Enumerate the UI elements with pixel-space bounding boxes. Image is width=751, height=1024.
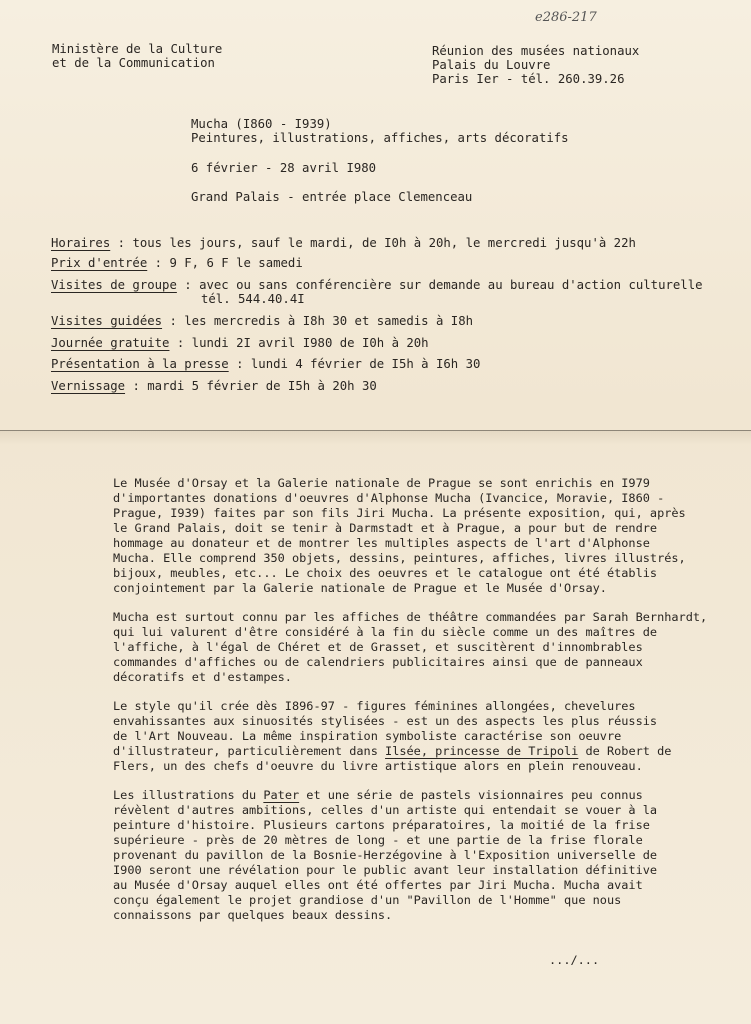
header-left-line-1: Ministère de la Culture — [52, 42, 223, 56]
p3-line-4 — [113, 744, 671, 759]
p4-line-1 — [113, 788, 643, 803]
p1-line-8: conjointement par la Galerie nationale de Prague et le Musée d'Orsay. — [113, 581, 607, 595]
p2-line-2: qui lui valurent d'être considéré à la fin du siècle comme un des maîtres de — [113, 625, 658, 639]
header-right-line-2: Palais du Louvre — [432, 58, 551, 72]
visites-groupe-value: : avec ou sans conférencière sur demande au bureau d'action culturelle — [176, 278, 703, 292]
p3-line-4-end: de Robert de — [578, 744, 672, 758]
p4-line-6: I900 seront une révélation pour le public avant leur installation définitive — [113, 863, 658, 877]
presse-label: Présentation à la presse — [51, 357, 229, 371]
p1-line-3: Prague, I939) faites par son fils Jiri Mucha. La présente exposition, qui, après — [113, 506, 686, 520]
exhibition-subtitle: Peintures, illustrations, affiches, arts décoratifs — [191, 131, 569, 145]
p4-line-3: peinture d'histoire. Plusieurs cartons préparatoires, la moitié de la frise — [113, 818, 650, 832]
p3-line-3: de l'Art Nouveau. La même inspiration symboliste caractérise son oeuvre — [113, 729, 622, 743]
p2-line-5: décoratifs et d'estampes. — [113, 670, 292, 684]
p1-line-7: bijoux, meubles, etc... Le choix des oeuvres et le catalogue ont été établis — [113, 566, 658, 580]
vernissage-label: Vernissage — [51, 379, 126, 393]
p3-line-4-start: d'illustrateur, particulièrement dans — [113, 744, 386, 758]
info-vernissage — [51, 378, 377, 394]
book-title-pater: Pater — [263, 788, 300, 802]
p1-line-6: Mucha. Elle comprend 350 objets, dessins, peintures, affiches, livres illustrés, — [113, 551, 686, 565]
visites-guidees-label: Visites guidées — [51, 314, 163, 328]
info-visites-guidees — [51, 313, 473, 329]
header-right-line-1: Réunion des musées nationaux — [432, 44, 640, 58]
exhibition-title: Mucha (I860 - I939) — [191, 117, 332, 131]
info-presse — [51, 356, 480, 372]
p4-line-1-end: et une série de pastels visionnaires peu connus — [299, 788, 643, 802]
p2-line-4: commandes d'affiches ou de calendriers publicitaires ainsi que de panneaux — [113, 655, 643, 669]
p2-line-1: Mucha est surtout connu par les affiches de théâtre commandées par Sarah Bernhardt, — [113, 610, 708, 624]
handwritten-reference: e286-217 — [535, 10, 597, 25]
continuation-mark: .../... — [549, 953, 600, 967]
info-prix — [51, 255, 303, 271]
p4-line-1-start: Les illustrations du — [113, 788, 264, 802]
prix-value: : 9 F, 6 F le samedi — [147, 256, 303, 270]
p3-line-1: Le style qu'il crée dès I896-97 - figures féminines allongées, chevelures — [113, 699, 636, 713]
journee-value: : lundi 2I avril I980 de I0h à 20h — [169, 336, 429, 350]
p4-line-5: provenant du pavillon de la Bosnie-Herzégovine à l'Exposition universelle de — [113, 848, 658, 862]
p4-line-9: connaissons par quelques beaux dessins. — [113, 908, 393, 922]
exhibition-location: Grand Palais - entrée place Clemenceau — [191, 190, 473, 204]
p4-line-7: au Musée d'Orsay auquel elles ont été offertes par Jiri Mucha. Mucha avait — [113, 878, 643, 892]
prix-label: Prix d'entrée — [51, 256, 148, 270]
info-visites-groupe — [51, 277, 703, 293]
horaires-value: : tous les jours, sauf le mardi, de I0h à 20h, le mercredi jusqu'à 22h — [110, 236, 636, 250]
p1-line-5: hommage au donateur et de montrer les multiples aspects de l'art d'Alphonse — [113, 536, 650, 550]
journee-label: Journée gratuite — [51, 336, 170, 350]
header-right-line-3: Paris Ier - tél. 260.39.26 — [432, 72, 625, 86]
info-horaires — [51, 235, 636, 251]
paper-fold-shadow — [0, 431, 751, 445]
p1-line-1: Le Musée d'Orsay et la Galerie nationale de Prague se sont enrichis en I979 — [113, 476, 650, 490]
p4-line-4: supérieure - près de 20 mètres de long - et une partie de la frise florale — [113, 833, 643, 847]
p1-line-4: le Grand Palais, doit se tenir à Darmstadt et à Prague, a pour but de rendre — [113, 521, 658, 535]
visites-guidees-value: : les mercredis à I8h 30 et samedis à I8h — [162, 314, 474, 328]
p1-line-2: d'importantes donations d'oeuvres d'Alphonse Mucha (Ivancice, Moravie, I860 - — [113, 491, 665, 505]
p2-line-3: l'affiche, à l'égal de Chéret et de Grasset, et suscitèrent d'innombrables — [113, 640, 643, 654]
visites-groupe-tel: tél. 544.40.4I — [201, 292, 305, 306]
header-left-line-2: et de la Communication — [52, 56, 215, 70]
p4-line-8: conçu également le projet grandiose d'un "Pavillon de l'Homme" que nous — [113, 893, 622, 907]
presse-value: : lundi 4 février de I5h à I6h 30 — [228, 357, 481, 371]
p3-line-5: Flers, un des chefs d'oeuvre du livre artistique alors en plein renouveau. — [113, 759, 643, 773]
p3-line-2: envahissantes aux sinuosités stylisées - est un des aspects les plus réussis — [113, 714, 658, 728]
visites-groupe-label: Visites de groupe — [51, 278, 177, 292]
exhibition-dates: 6 février - 28 avril I980 — [191, 161, 377, 175]
horaires-label: Horaires — [51, 236, 111, 250]
book-title-ilsee: Ilsée, princesse de Tripoli — [385, 744, 579, 758]
info-journee-gratuite — [51, 335, 429, 351]
p4-line-2: révèlent d'autres ambitions, celles d'un artiste qui entendait se vouer à la — [113, 803, 658, 817]
vernissage-value: : mardi 5 février de I5h à 20h 30 — [125, 379, 377, 393]
